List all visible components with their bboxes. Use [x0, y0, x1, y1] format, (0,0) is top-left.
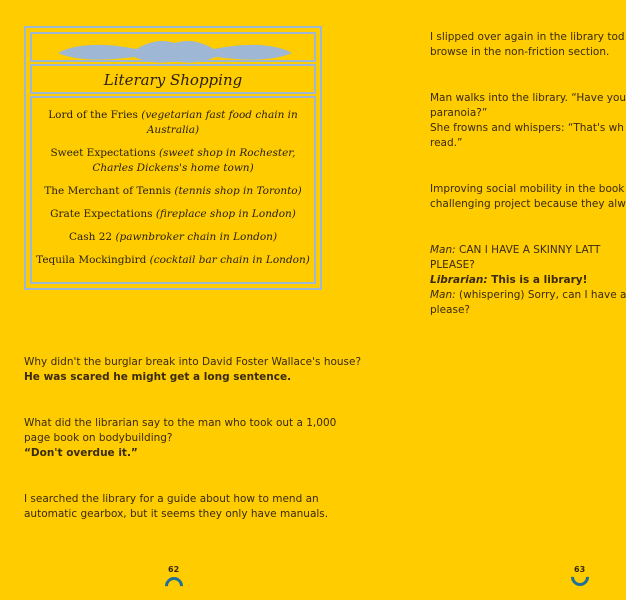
joke-2-answer: “Don't overdue it.” — [24, 447, 138, 459]
list-item: Grate Expectations (fireplace shop in London) — [50, 208, 296, 220]
joke-1-question: Why didn't the burglar break into David Foster Wallace's house? — [24, 356, 362, 368]
list-item: Sweet Expectations (sweet shop in Rochester, Charles Dickens's home town) — [50, 147, 296, 174]
joke-5-line-3: She frowns and whispers: “That's wh — [430, 122, 624, 134]
joke-7-line-1: Man: CAN I HAVE A SKINNY LATT — [430, 244, 601, 256]
arc-down-icon — [567, 564, 592, 589]
joke-7-line-3: Librarian: This is a library! — [430, 274, 588, 286]
joke-1-answer: He was scared he might get a long sentence. — [24, 371, 292, 383]
page-number-right: 63 — [574, 565, 586, 574]
shop-list — [34, 108, 312, 276]
joke-2-question-cont: page book on bodybuilding? — [24, 432, 173, 444]
joke-5-line-2: paranoia?” — [430, 107, 488, 119]
joke-3-line-1: I searched the library for a guide about how to mend an — [24, 493, 319, 505]
joke-5-line-1: Man walks into the library. “Have you — [430, 92, 626, 104]
ornament-icon — [56, 37, 294, 65]
box-title: Literary Shopping — [103, 71, 243, 89]
page-number-left: 62 — [168, 565, 180, 574]
joke-7-line-2: PLEASE? — [430, 259, 475, 271]
literary-shopping-box — [24, 26, 322, 290]
joke-4-line-1: I slipped over again in the library tod — [430, 31, 625, 43]
list-item: Lord of the Fries (vegetarian fast food chain in Australia) — [48, 109, 298, 136]
joke-4-line-2: browse in the non-friction section. — [430, 46, 610, 58]
joke-6-line-2: challenging project because they alw — [430, 198, 626, 210]
joke-2-question: What did the librarian say to the man who took out a 1,000 — [24, 417, 337, 429]
joke-3-line-2: automatic gearbox, but it seems they only have manuals. — [24, 508, 329, 520]
arc-up-icon — [161, 573, 186, 598]
joke-6-line-1: Improving social mobility in the book — [430, 183, 625, 195]
list-item: Cash 22 (pawnbroker chain in London) — [68, 231, 278, 243]
joke-7-line-4: Man: (whispering) Sorry, can I have a — [430, 289, 626, 301]
joke-7-line-5: please? — [430, 304, 470, 316]
joke-5-line-4: read.” — [430, 137, 463, 149]
list-item: Tequila Mockingbird (cocktail bar chain in London) — [36, 254, 310, 266]
list-item: The Merchant of Tennis (tennis shop in Toronto) — [44, 185, 302, 197]
